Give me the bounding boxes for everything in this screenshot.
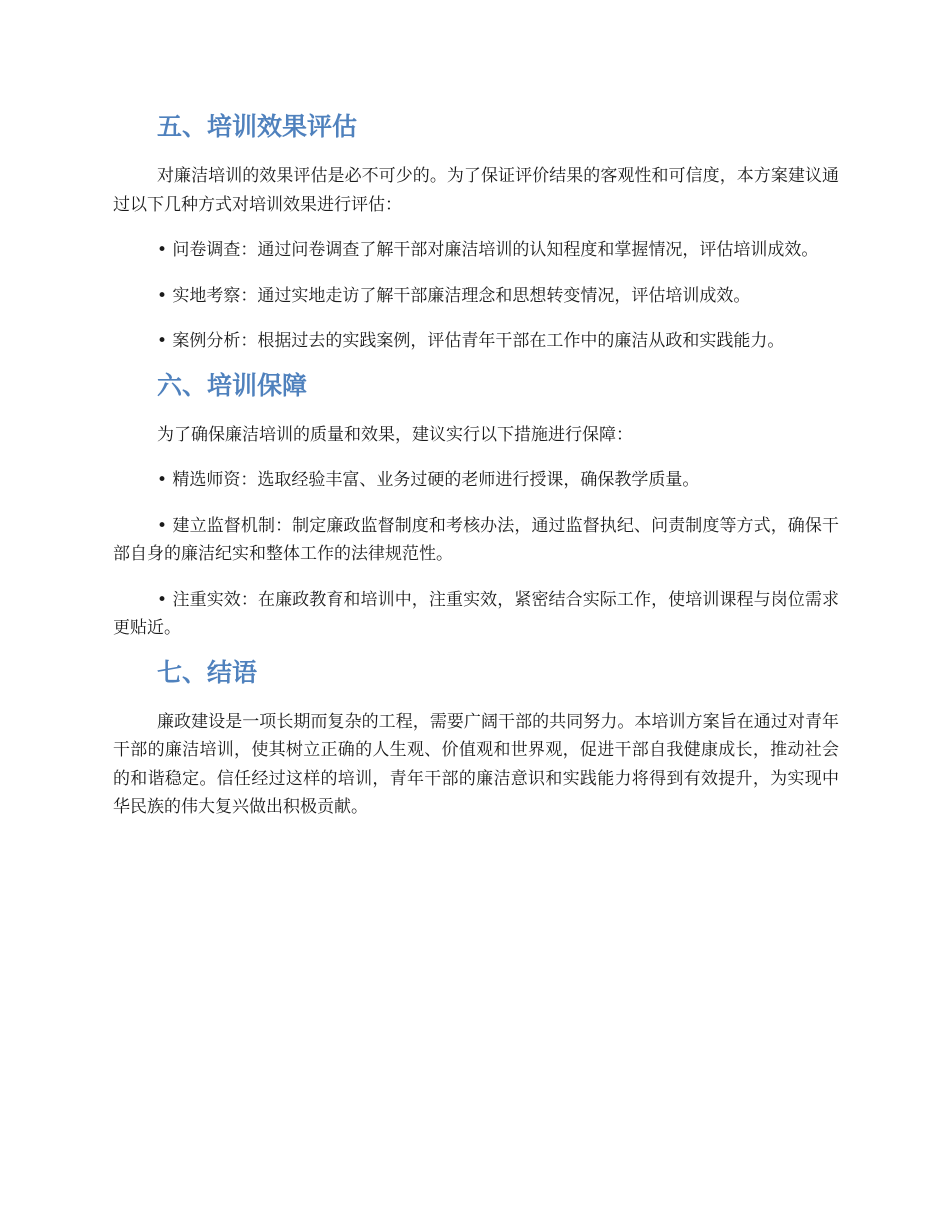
section-title-evaluation: 五、培训效果评估 [157, 112, 358, 141]
bullet-questionnaire: • 问卷调查：通过问卷调查了解干部对廉洁培训的认知程度和掌握情况，评估培训成效。 [157, 240, 819, 260]
bullet-case-analysis: • 案例分析：根据过去的实践案例，评估青年干部在工作中的廉洁从政和实践能力。 [157, 331, 785, 351]
paragraph-evaluation-intro: 对廉洁培训的效果评估是必不可少的。为了保证评价结果的客观性和可信度，本方案建议通过以下几种方式对培训效果进行评估： [113, 166, 839, 215]
paragraph-guarantee-intro: 为了确保廉洁培训的质量和效果，建议实行以下措施进行保障： [157, 424, 633, 445]
bullet-supervision: • 建立监督机制：制定廉政监督制度和考核办法，通过监督执纪、问责制度等方式，确保干部自身的廉洁纪实和整体工作的法律规范性。 [113, 515, 839, 564]
section-title-conclusion: 七、结语 [157, 657, 258, 687]
bullet-teachers: • 精选师资：选取经验丰富、业务过硬的老师进行授课，确保教学质量。 [157, 470, 700, 490]
bullet-field-visit: • 实地考察：通过实地走访了解干部廉洁理念和思想转变情况，评估培训成效。 [157, 285, 751, 306]
bullet-effectiveness: • 注重实效：在廉政教育和培训中，注重实效，紧密结合实际工作，使培训课程与岗位需求更贴近。 [113, 589, 839, 638]
document-page [113, 108, 839, 822]
section-title-guarantee: 六、培训保障 [157, 370, 308, 400]
paragraph-conclusion: 廉政建设是一项长期而复杂的工程，需要广阔干部的共同努力。本培训方案旨在通过对青年干部的廉洁培训，使其树立正确的人生观、价值观和世界观，促进干部自我健康成长，推动社会的和谐稳定。信任经过这样的培训，青年干部的廉洁意识和实践能力将得到有效提升，为实现中华民族的伟大复兴做出积极贡献。 [113, 711, 839, 817]
